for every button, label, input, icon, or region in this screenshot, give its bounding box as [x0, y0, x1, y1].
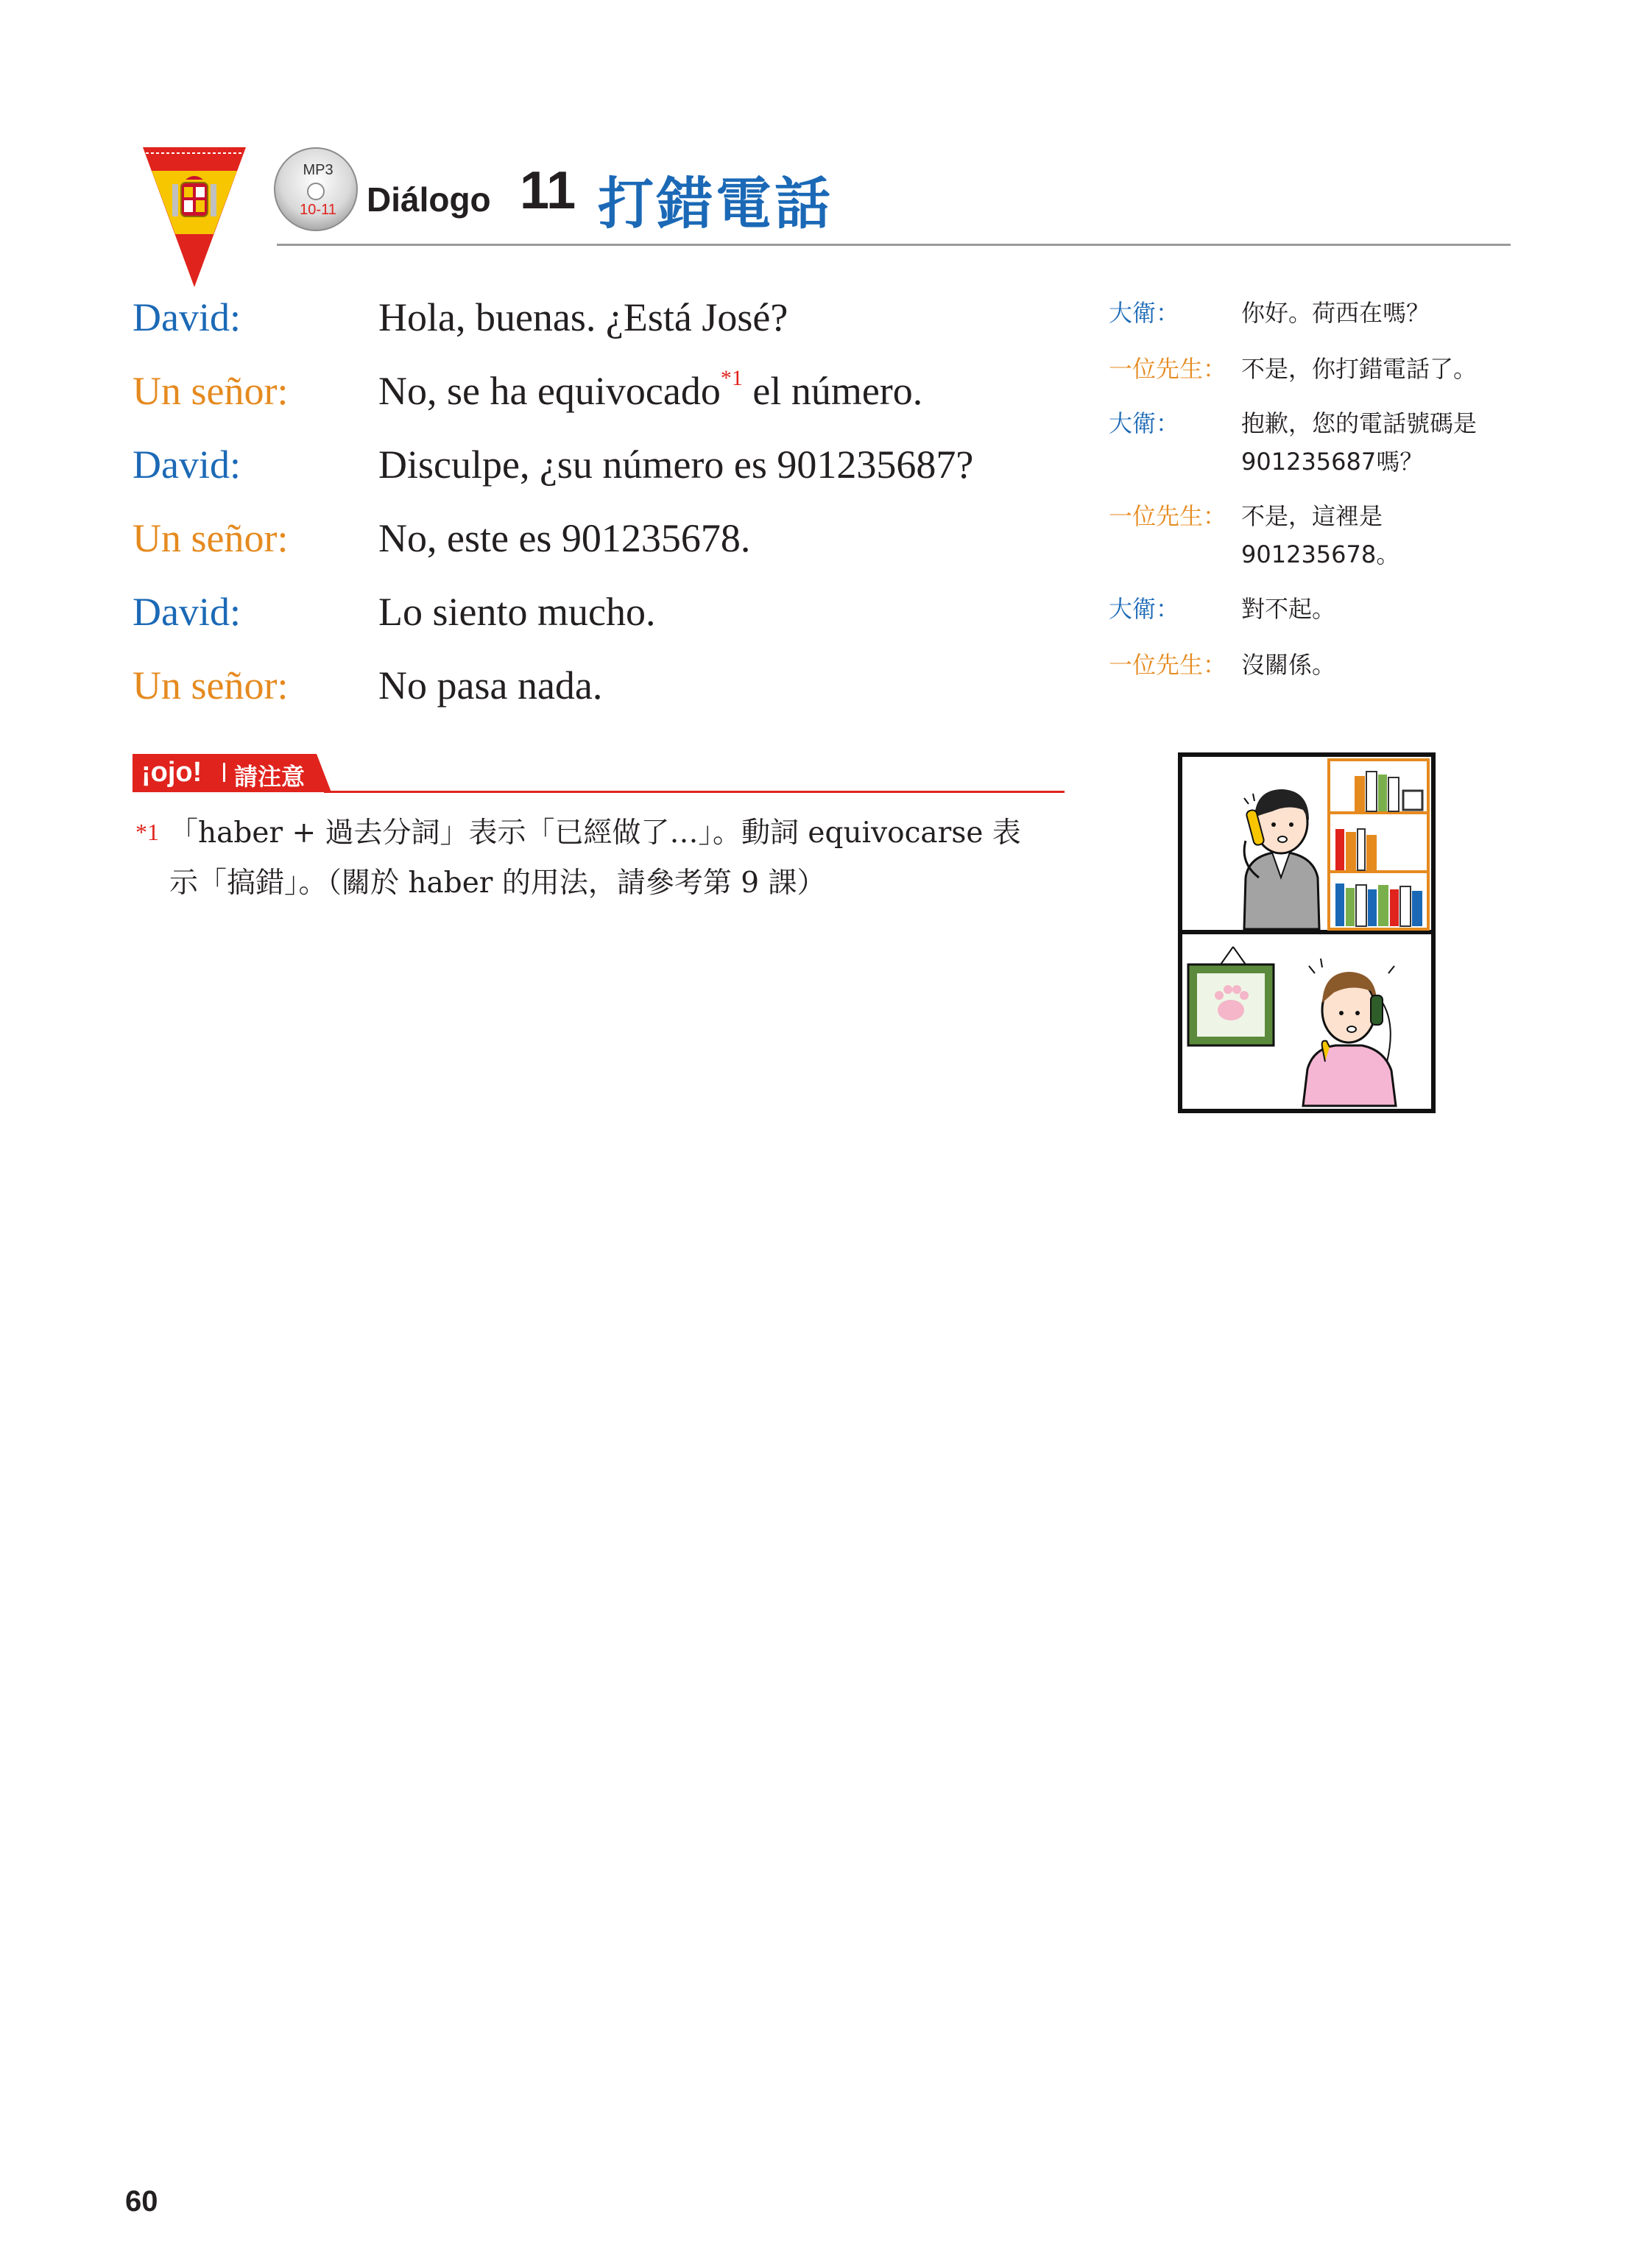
- bookshelf-icon: [1329, 760, 1428, 929]
- speaker-label: Un señor:: [133, 663, 289, 708]
- cd-disc-icon: [272, 146, 359, 233]
- translation-text: 901235678。: [1241, 540, 1400, 568]
- translation-text: 沒關係。: [1241, 651, 1336, 679]
- footnote-reference: *1: [720, 366, 743, 390]
- dialogue-line-part: No, se ha equivocado: [378, 369, 721, 413]
- speaker-label: David:: [133, 442, 241, 487]
- translation-speaker: 一位先生：: [1109, 502, 1227, 530]
- title-divider: [277, 244, 1511, 246]
- dialogue-line: No, este es 901235678.: [378, 516, 751, 560]
- dialogue-line: Lo siento mucho.: [378, 590, 656, 634]
- mp3-track-number: 10-11: [300, 202, 336, 218]
- footnote-marker: *1: [135, 819, 159, 845]
- translation-speaker: 大衛：: [1109, 595, 1180, 623]
- footnote-text: 「haber + 過去分詞」表示「已經做了…」。動詞 equivocarse 表: [169, 816, 1021, 850]
- page-number: 60: [125, 2185, 158, 2218]
- translation-text: 901235687嗎？: [1241, 448, 1424, 476]
- footnote-text: 示「搞錯」。（關於 haber 的用法，請參考第 9 課）: [169, 867, 826, 900]
- translation-text: 不是，你打錯電話了。: [1241, 355, 1478, 383]
- title-prefix: Diálogo: [367, 180, 491, 219]
- translation-text: 不是，這裡是: [1241, 502, 1383, 530]
- translation-speaker: 大衛：: [1109, 299, 1180, 327]
- spain-flag-pennant-icon: [143, 147, 246, 287]
- ojo-label: ¡ojo!: [141, 757, 202, 788]
- dialogue-line: Disculpe, ¿su número es 901235687?: [378, 442, 974, 487]
- translation-text: 對不起。: [1241, 595, 1336, 623]
- dialogue-line-part: el número.: [742, 369, 923, 413]
- speaker-label: David:: [133, 295, 241, 339]
- speaker-label: Un señor:: [133, 369, 289, 413]
- phone-call-illustration: [1178, 752, 1436, 1113]
- speaker-label: David:: [133, 590, 241, 634]
- translation-text: 你好。荷西在嗎？: [1241, 299, 1430, 327]
- dialogue-line: [378, 368, 922, 414]
- speaker-label: Un señor:: [133, 516, 289, 560]
- title-chinese: 打錯電話: [598, 171, 833, 236]
- translation-speaker: 大衛：: [1109, 409, 1180, 437]
- ojo-separator: [223, 763, 225, 782]
- mp3-label: MP3: [303, 162, 333, 178]
- title-number: 11: [520, 161, 576, 220]
- translation-text: 抱歉，您的電話號碼是: [1241, 409, 1478, 437]
- translation-speaker: 一位先生：: [1109, 355, 1227, 383]
- ojo-label-chinese: 請注意: [234, 763, 306, 791]
- dialogue-line: No pasa nada.: [378, 663, 603, 708]
- dialogue-line: Hola, buenas. ¿Está José?: [378, 295, 788, 339]
- translation-speaker: 一位先生：: [1109, 651, 1227, 679]
- ojo-divider: [324, 791, 1065, 793]
